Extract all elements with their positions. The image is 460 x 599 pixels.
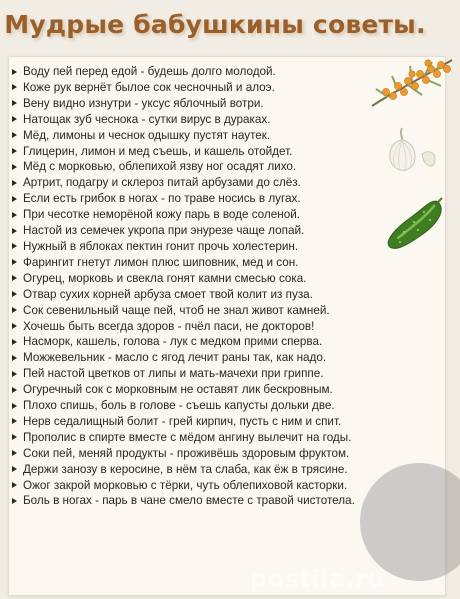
tip-item <box>10 382 450 398</box>
tip-text: Боль в ногах - парь в чане смело вместе с травой чистотела. <box>23 494 355 508</box>
bullet-icon <box>12 434 17 440</box>
bullet-icon <box>12 228 17 234</box>
garlic-icon <box>382 124 442 174</box>
tip-text: Держи занозу в керосине, в нём та слаба, как ёж в трясине. <box>23 462 348 476</box>
tip-text: Соки пей, меняй продукты - проживёшь здоровым фруктом. <box>23 446 350 460</box>
bullet-icon <box>12 498 17 504</box>
bullet-icon <box>12 466 17 472</box>
tip-item <box>10 319 450 335</box>
tip-text: Огуречный сок с морковным не оставят лик бескровным. <box>23 383 333 397</box>
bullet-icon <box>12 339 17 345</box>
tip-item <box>10 350 450 366</box>
tip-text: Хочешь быть всегда здоров - пчёл паси, не докторов! <box>23 319 315 333</box>
sea-buckthorn-branch-icon <box>368 52 456 112</box>
tip-text: Отвар сухих корней арбуза смоет твой колит из пуза. <box>23 287 313 301</box>
tip-item <box>10 446 450 462</box>
bullet-icon <box>12 275 17 281</box>
page-title: Мудрые бабушкины советы. <box>4 10 426 39</box>
bullet-icon <box>12 418 17 424</box>
bullet-icon <box>12 243 17 249</box>
tip-item <box>10 271 450 287</box>
tip-item <box>10 366 450 382</box>
bullet-icon <box>12 450 17 456</box>
tip-text: Прополис в спирте вместе с мёдом ангину вылечит на годы. <box>23 430 352 444</box>
tip-text: Огурец, морковь и свекла гонят камни смесью сока. <box>23 271 307 285</box>
tip-text: Если есть грибок в ногах - по траве носись в лугах. <box>23 192 301 206</box>
bullet-icon <box>12 387 17 393</box>
bullet-icon <box>12 291 17 297</box>
tip-item <box>10 175 450 191</box>
tip-text: Мёд с морковью, облепихой язву ног осадят лихо. <box>23 160 297 174</box>
bullet-icon <box>12 116 17 122</box>
tip-item <box>10 255 450 271</box>
bullet-icon <box>12 148 17 154</box>
tip-text: Коже рук вернёт былое сок чесночный и алоэ. <box>23 80 275 94</box>
tip-text: Нужный в яблоках пектин гонит прочь холестерин. <box>23 239 299 253</box>
tip-text: Натощак зуб чеснока - сутки вирус в дураках. <box>23 112 271 126</box>
bullet-icon <box>12 180 17 186</box>
bullet-icon <box>12 259 17 265</box>
tip-text: При чесотке неморёной кожу парь в воде соленой. <box>23 208 300 222</box>
tip-item <box>10 287 450 303</box>
bullet-icon <box>12 307 17 313</box>
tip-text: Вену видно изнутри - уксус яблочный вотри. <box>23 96 264 110</box>
bullet-icon <box>12 403 17 409</box>
cucumber-icon <box>384 196 448 254</box>
bullet-icon <box>12 132 17 138</box>
bullet-icon <box>12 164 17 170</box>
bullet-icon <box>12 100 17 106</box>
tip-text: Нерв седалищный болит - грей кирпич, пусть с ним и спит. <box>23 414 342 428</box>
tip-item <box>10 334 450 350</box>
tip-text: Артрит, подагру и склероз питай арбузами до слёз. <box>23 176 301 190</box>
tip-text: Сок севенильный чаще пей, чтоб не знал живот камней. <box>23 303 330 317</box>
bullet-icon <box>12 482 17 488</box>
bullet-icon <box>12 212 17 218</box>
tip-text: Можжевельник - масло с ягод лечит раны так, как надо. <box>23 351 327 365</box>
tip-item <box>10 398 450 414</box>
tip-text: Фарингит гнетут лимон плюс шиповник, мед и сон. <box>23 255 299 269</box>
tip-item <box>10 303 450 319</box>
watermark-text: postila.ru <box>250 565 386 593</box>
bullet-icon <box>12 84 17 90</box>
bullet-icon <box>12 371 17 377</box>
tip-text: Мёд, лимоны и чеснок одышку пустят наутек. <box>23 128 271 142</box>
tip-text: Пей настой цветков от липы и мать-мачехи при гриппе. <box>23 367 324 381</box>
tip-text: Воду пей перед едой - будешь долго молодой. <box>23 65 276 78</box>
tip-item <box>10 414 450 430</box>
tip-text: Насморк, кашель, голова - лук с медком прими сперва. <box>23 335 323 349</box>
bullet-icon <box>12 196 17 202</box>
tip-text: Ожог закрой морковью с тёрки, чуть облепиховой касторки. <box>23 478 348 492</box>
tip-text: Плохо спишь, боль в голове - съешь капусты дольки две. <box>23 399 335 413</box>
bullet-icon <box>12 69 17 75</box>
tip-item <box>10 430 450 446</box>
bullet-icon <box>12 323 17 329</box>
bullet-icon <box>12 355 17 361</box>
tip-text: Глицерин, лимон и мед съешь, и кашель отойдет. <box>23 144 293 158</box>
tip-text: Настой из семечек укропа при энурезе чаще лопай. <box>23 224 305 238</box>
